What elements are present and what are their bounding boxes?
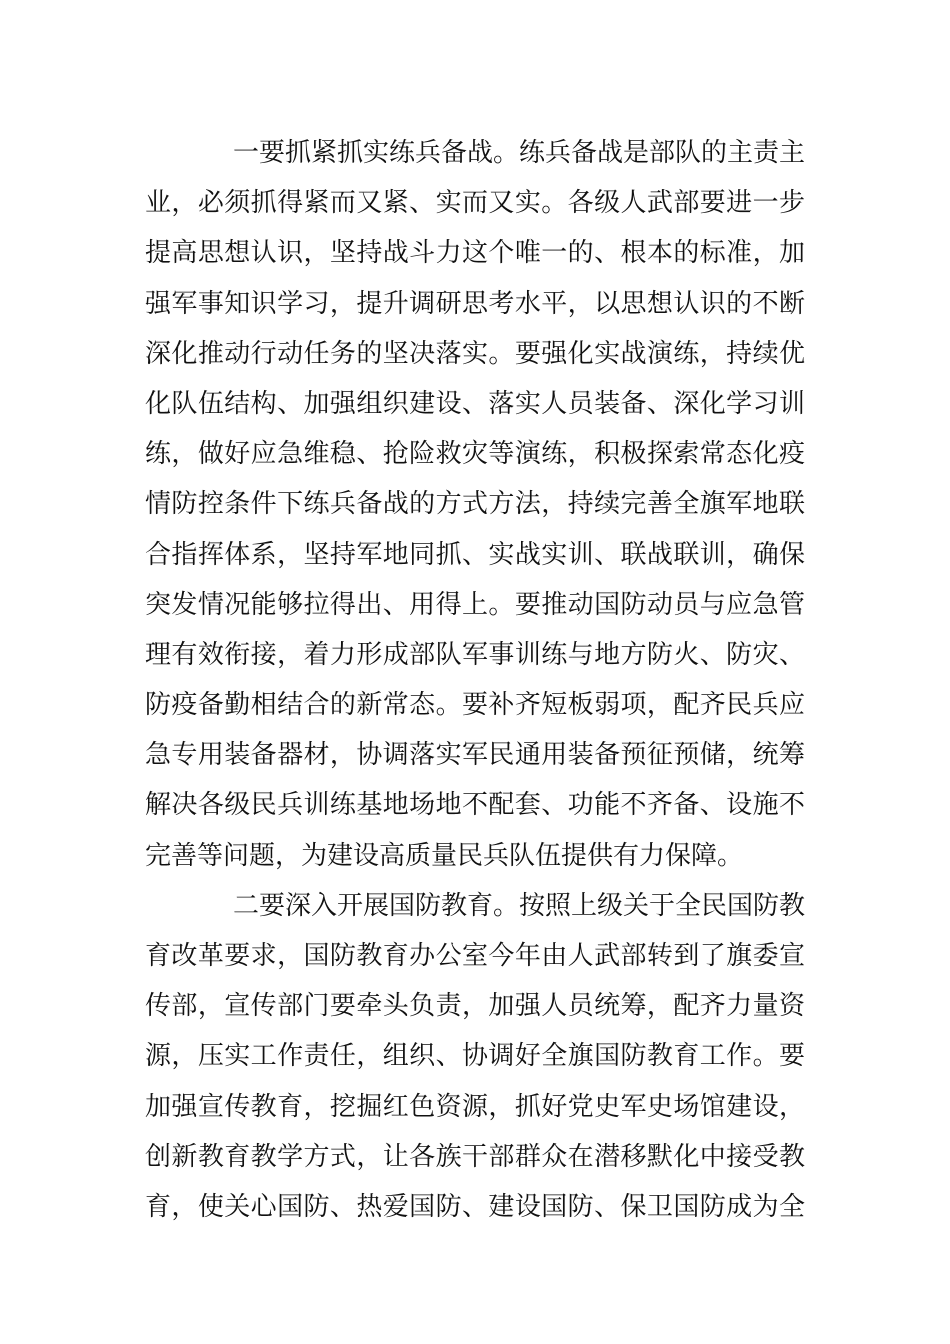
text-line: 防疫备勤相结合的新常态。要补齐短板弱项，配齐民兵应 — [145, 690, 805, 721]
text-line: 练，做好应急维稳、抢险救灾等演练，积极探索常态化疫 — [145, 439, 805, 470]
text-line: 二要深入开展国防教育。按照上级关于全民国防教 — [233, 890, 806, 921]
text-line: 加强宣传教育，挖掘红色资源，抓好党史军史场馆建设， — [145, 1091, 805, 1122]
text-line: 创新教育教学方式，让各族干部群众在潜移默化中接受教 — [145, 1141, 805, 1172]
text-line: 情防控条件下练兵备战的方式方法，持续完善全旗军地联 — [145, 489, 805, 520]
text-line: 深化推动行动任务的坚决落实。要强化实战演练，持续优 — [145, 338, 805, 369]
text-line: 一要抓紧抓实练兵备战。练兵备战是部队的主责主 — [233, 138, 806, 168]
text-line: 提高思想认识，坚持战斗力这个唯一的、根本的标准，加 — [145, 238, 805, 269]
text-line: 育改革要求，国防教育办公室今年由人武部转到了旗委宣 — [145, 941, 805, 971]
text-line: 传部，宣传部门要牵头负责，加强人员统筹，配齐力量资 — [145, 991, 805, 1022]
text-line: 育，使关心国防、热爱国防、建设国防、保卫国防成为全 — [145, 1191, 805, 1222]
paragraph-defense-education — [145, 881, 805, 1232]
text-line: 强军事知识学习，提升调研思考水平，以思想认识的不断 — [145, 288, 805, 319]
document-body — [145, 128, 805, 1232]
text-line: 突发情况能够拉得出、用得上。要推动国防动员与应急管 — [145, 589, 805, 620]
text-line: 解决各级民兵训练基地场地不配套、功能不齐备、设施不 — [145, 790, 805, 821]
text-line: 急专用装备器材，协调落实军民通用装备预征预储，统筹 — [145, 740, 805, 771]
text-line: 合指挥体系，坚持军地同抓、实战实训、联战联训，确保 — [145, 539, 805, 570]
text-line: 业，必须抓得紧而又紧、实而又实。各级人武部要进一步 — [145, 188, 805, 219]
paragraph-training — [145, 128, 805, 881]
text-line: 源，压实工作责任，组织、协调好全旗国防教育工作。要 — [145, 1041, 805, 1072]
text-line: 完善等问题，为建设高质量民兵队伍提供有力保障。 — [145, 840, 744, 871]
text-line: 化队伍结构、加强组织建设、落实人员装备、深化学习训 — [145, 388, 805, 419]
text-line: 理有效衔接，着力形成部队军事训练与地方防火、防灾、 — [145, 639, 805, 670]
